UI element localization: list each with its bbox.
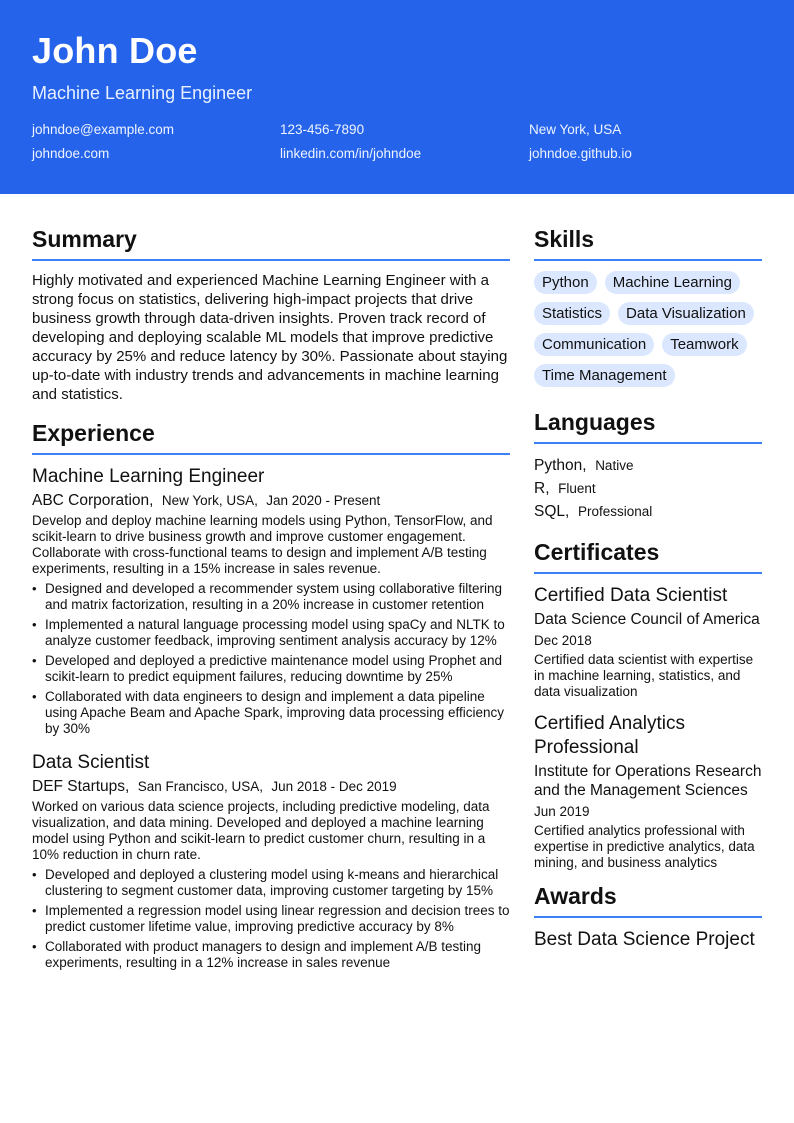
language-name: SQL, xyxy=(534,503,570,520)
certificates-heading: Certificates xyxy=(534,539,762,574)
resume-header xyxy=(0,0,794,194)
skill-chip: Communication xyxy=(534,333,654,356)
certificate-issuer: Data Science Council of America xyxy=(534,611,760,628)
main-column xyxy=(32,226,510,985)
language-name: R, xyxy=(534,480,550,497)
certificate-issuer: Institute for Operations Research and the Management Sciences xyxy=(534,763,762,799)
language-item xyxy=(534,477,762,500)
language-level: Native xyxy=(595,458,634,473)
language-level: Fluent xyxy=(558,481,596,496)
language-item xyxy=(534,454,762,477)
job-bullets xyxy=(32,581,510,737)
job-meta xyxy=(32,777,510,797)
job-entry xyxy=(32,465,510,737)
summary-heading: Summary xyxy=(32,226,510,261)
job-dates: Jun 2018 - Dec 2019 xyxy=(271,779,397,794)
job-description: Worked on various data science projects, including predictive modeling, data visualization, and data mining. Developed and deployed a machine learning model using Python and scikit-learn to predict customer churn, resulting in a 10% reduction in churn rate. xyxy=(32,799,490,862)
skill-chip: Machine Learning xyxy=(605,271,740,294)
job-location: San Francisco, USA, xyxy=(137,779,263,794)
certificate-name: Certified Analytics Professional xyxy=(534,713,686,758)
job-bullet: • Designed and developed a recommender system using collaborative filtering and matrix factorization, resulting in a 20% increase in customer retention xyxy=(32,581,510,613)
certificate-date: Jun 2019 xyxy=(534,804,590,819)
experience-heading: Experience xyxy=(32,420,510,455)
location: New York, USA xyxy=(529,122,622,137)
skills-list xyxy=(534,271,762,387)
job-meta xyxy=(32,491,510,511)
job-bullet: • Implemented a regression model using linear regression and decision trees to predict customer lifetime value, improving predictive accuracy by 8% xyxy=(32,903,510,935)
certificate-entry xyxy=(534,584,762,700)
job-bullet: • Developed and deployed a clustering model using k-means and hierarchical clustering to segment customer data, improving customer targeting by 15% xyxy=(32,867,510,899)
certificate-name: Certified Data Scientist xyxy=(534,585,728,606)
language-level: Professional xyxy=(577,504,653,519)
job-description: Develop and deploy machine learning models using Python, TensorFlow, and scikit-learn to drive business growth and improve customer engagement. Collaborate with cross-functional teams to design and implement A/B testing experiments, resulting in a 15% increase in sales revenue. xyxy=(32,513,493,576)
skill-chip: Python xyxy=(534,271,597,294)
candidate-title: Machine Learning Engineer xyxy=(32,83,253,103)
job-dates: Jan 2020 - Present xyxy=(266,493,381,508)
email-link[interactable]: johndoe@example.com xyxy=(32,122,175,137)
job-company: DEF Startups, xyxy=(32,778,130,795)
summary-text: Highly motivated and experienced Machine Learning Engineer with a strong focus on statistics, delivering high-impact projects that drive business growth through data-driven insights. Proven track record of developing and deploying scalable ML models that improve predictive accuracy by 25% and reduce latency by 30%. Passionate about staying up-to-date with industry trends and advancements in machine learning and statistics. xyxy=(32,272,508,403)
job-bullet: • Developed and deployed a predictive maintenance model using Prophet and scikit-learn to predict equipment failures, reducing downtime by 25% xyxy=(32,653,510,685)
skill-chip: Teamwork xyxy=(662,333,746,356)
language-name: Python, xyxy=(534,457,587,474)
website-link[interactable]: johndoe.com xyxy=(32,146,110,161)
awards-heading: Awards xyxy=(534,883,762,918)
language-item xyxy=(534,500,762,523)
certificate-entry xyxy=(534,712,762,871)
job-company: ABC Corporation, xyxy=(32,492,154,509)
github-link[interactable]: johndoe.github.io xyxy=(529,146,632,161)
linkedin-link[interactable]: linkedin.com/in/johndoe xyxy=(280,146,422,161)
skill-chip: Time Management xyxy=(534,364,675,387)
job-title: Machine Learning Engineer xyxy=(32,466,265,487)
languages-list xyxy=(534,454,762,523)
skill-chip: Statistics xyxy=(534,302,610,325)
job-bullet: • Collaborated with product managers to design and implement A/B testing experiments, resulting in a 12% increase in sales revenue xyxy=(32,939,510,971)
job-entry xyxy=(32,751,510,971)
candidate-name: John Doe xyxy=(32,30,198,71)
job-bullets xyxy=(32,867,510,971)
job-bullet: • Collaborated with data engineers to design and implement a data pipeline using Apache Beam and Apache Spark, improving data processing efficiency by 30% xyxy=(32,689,510,737)
certificate-description: Certified data scientist with expertise in machine learning, statistics, and data visualization xyxy=(534,652,754,699)
skills-heading: Skills xyxy=(534,226,762,261)
job-title: Data Scientist xyxy=(32,752,150,773)
job-location: New York, USA, xyxy=(161,493,258,508)
award-name: Best Data Science Project xyxy=(534,929,755,950)
certificate-date: Dec 2018 xyxy=(534,633,592,648)
phone-number: 123-456-7890 xyxy=(280,122,365,137)
skill-chip: Data Visualization xyxy=(618,302,754,325)
sidebar-column xyxy=(534,226,762,952)
job-bullet: • Implemented a natural language processing model using spaCy and NLTK to analyze customer feedback, improving sentiment analysis accuracy by 12% xyxy=(32,617,510,649)
languages-heading: Languages xyxy=(534,409,762,444)
certificate-description: Certified analytics professional with expertise in predictive analytics, data mining, and business analytics xyxy=(534,823,755,870)
